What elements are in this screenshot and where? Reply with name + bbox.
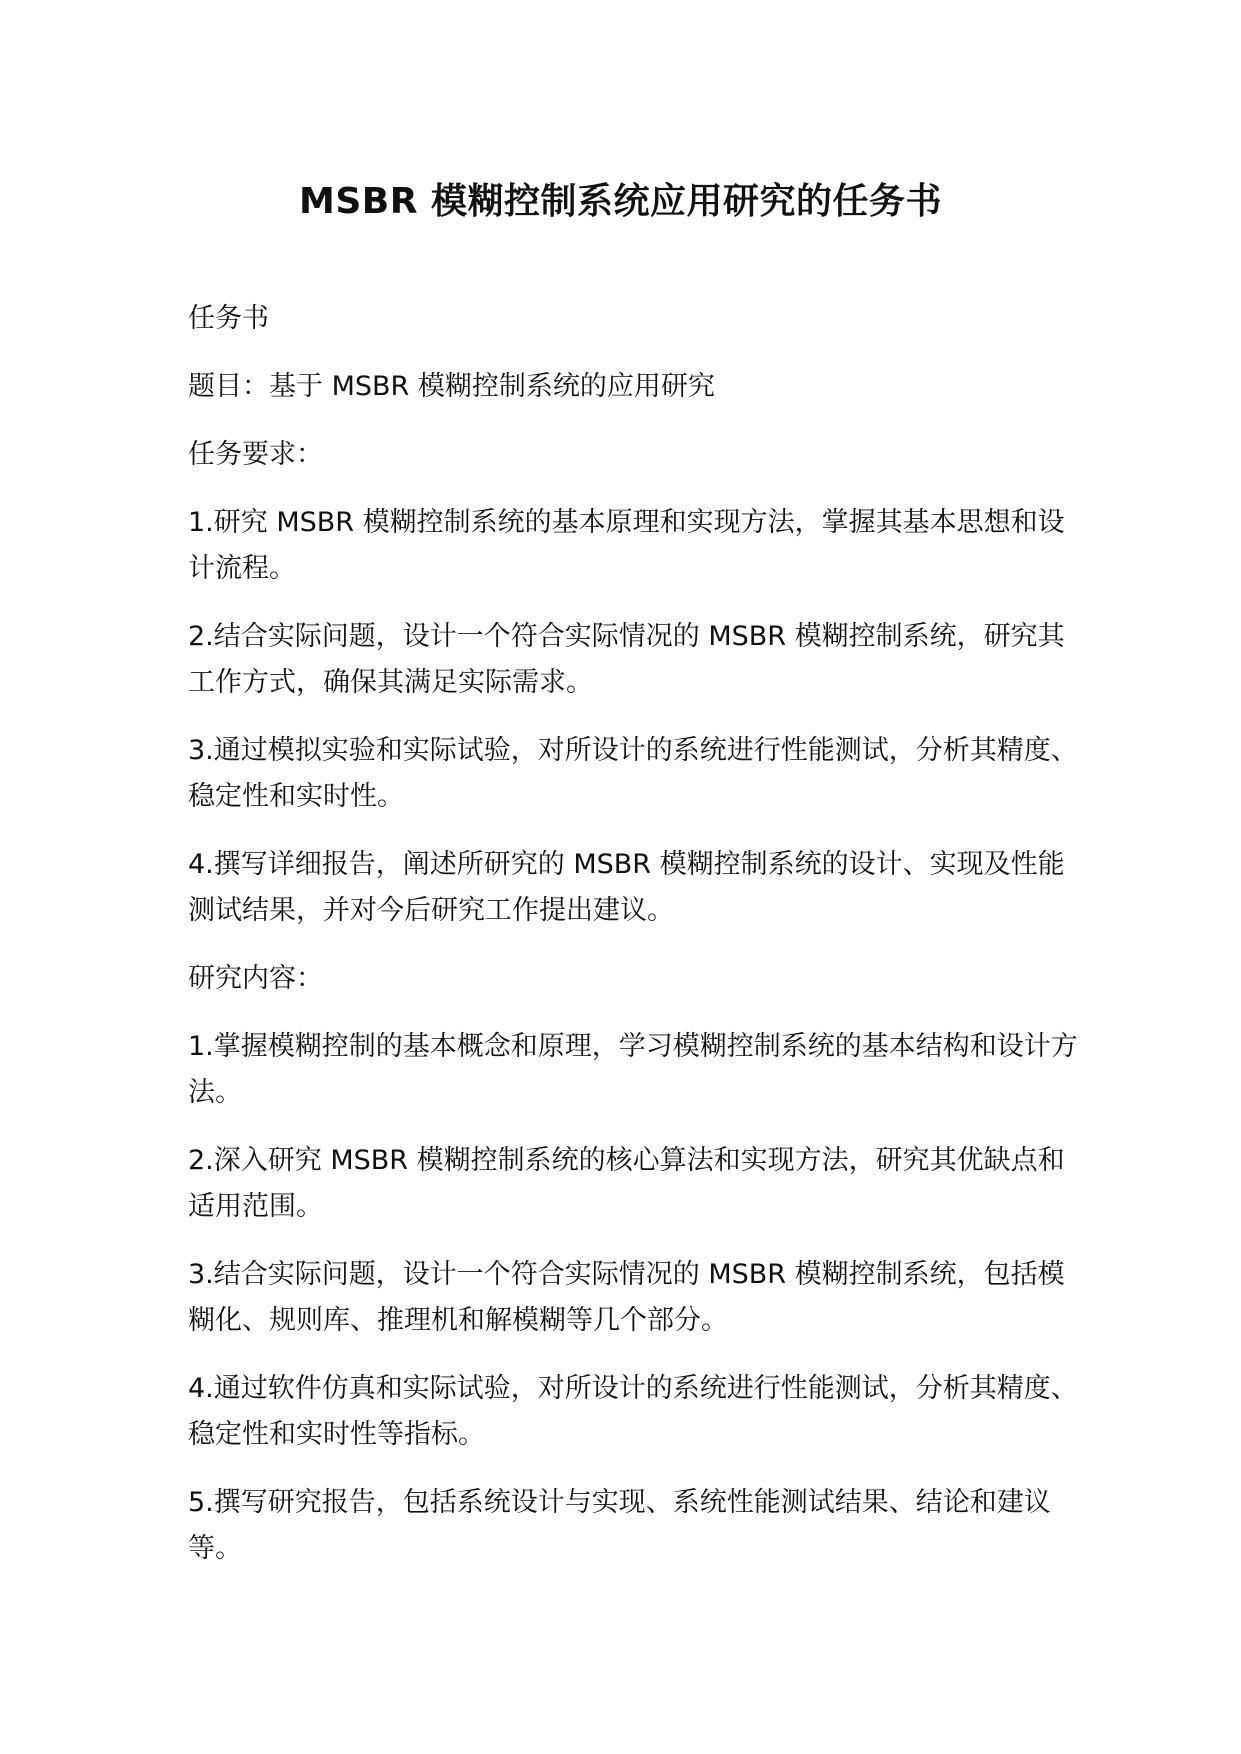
requirement-item-3: 3.通过模拟实验和实际试验，对所设计的系统进行性能测试，分析其精度、稳定性和实时性。 [188, 735, 1078, 812]
document-title: MSBR 模糊控制系统应用研究的任务书 [299, 181, 942, 222]
document-body [188, 296, 1078, 1594]
topic-line: 题目：基于 MSBR 模糊控制系统的应用研究 [188, 371, 715, 402]
section-heading-requirements: 任务要求： [188, 439, 323, 470]
requirement-item-2: 2.结合实际问题，设计一个符合实际情况的 MSBR 模糊控制系统，研究其工作方式，确保其满足实际需求。 [188, 621, 1065, 698]
content-item-2: 2.深入研究 MSBR 模糊控制系统的核心算法和实现方法，研究其优缺点和适用范围。 [188, 1145, 1065, 1222]
content-item-4: 4.通过软件仿真和实际试验，对所设计的系统进行性能测试，分析其精度、稳定性和实时性等指标。 [188, 1373, 1078, 1450]
content-item-3: 3.结合实际问题，设计一个符合实际情况的 MSBR 模糊控制系统，包括模糊化、规则库、推理机和解模糊等几个部分。 [188, 1259, 1065, 1336]
content-item-5: 5.撰写研究报告，包括系统设计与实现、系统性能测试结果、结论和建议等。 [188, 1487, 1051, 1564]
section-heading-content: 研究内容： [188, 963, 323, 994]
requirement-item-4: 4.撰写详细报告，阐述所研究的 MSBR 模糊控制系统的设计、实现及性能测试结果，并对今后研究工作提出建议。 [188, 849, 1065, 926]
requirement-item-1: 1.研究 MSBR 模糊控制系统的基本原理和实现方法，掌握其基本思想和设计流程。 [188, 507, 1065, 584]
content-item-1: 1.掌握模糊控制的基本概念和原理，学习模糊控制系统的基本结构和设计方法。 [188, 1031, 1078, 1108]
section-label-task-book: 任务书 [188, 303, 269, 334]
